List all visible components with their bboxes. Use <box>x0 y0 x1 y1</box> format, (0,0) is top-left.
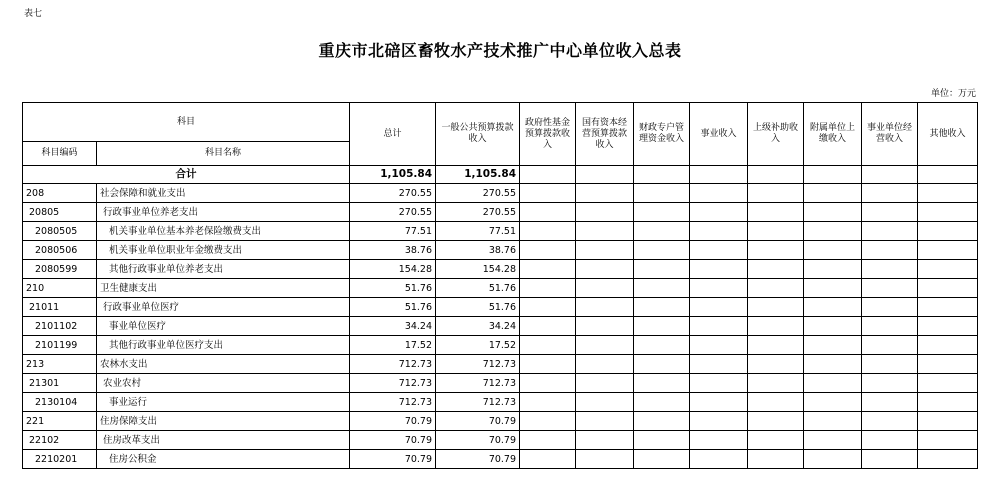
row-code: 22102 <box>23 431 97 450</box>
empty-cell <box>918 279 978 298</box>
empty-cell <box>918 298 978 317</box>
empty-cell <box>576 279 634 298</box>
empty-cell <box>804 336 862 355</box>
empty-cell <box>918 355 978 374</box>
empty-cell <box>690 355 748 374</box>
table-row <box>23 431 978 450</box>
empty-cell <box>576 203 634 222</box>
row-code: 2101102 <box>23 317 97 336</box>
table-row <box>23 317 978 336</box>
empty-cell <box>804 222 862 241</box>
header-subject: 科目 <box>23 103 350 142</box>
empty-cell <box>690 203 748 222</box>
row-total: 712.73 <box>350 374 436 393</box>
empty-cell <box>862 355 918 374</box>
row-total: 77.51 <box>350 222 436 241</box>
row-name: 其他行政事业单位医疗支出 <box>97 336 350 355</box>
empty-cell <box>520 203 576 222</box>
empty-cell <box>634 166 690 184</box>
empty-cell <box>748 393 804 412</box>
empty-cell <box>520 166 576 184</box>
row-total: 51.76 <box>350 298 436 317</box>
empty-cell <box>634 393 690 412</box>
empty-cell <box>862 279 918 298</box>
table-row <box>23 203 978 222</box>
empty-cell <box>804 393 862 412</box>
empty-cell <box>690 431 748 450</box>
empty-cell <box>804 203 862 222</box>
row-name: 住房公积金 <box>97 450 350 469</box>
empty-cell <box>576 336 634 355</box>
empty-cell <box>576 355 634 374</box>
row-general-budget: 712.73 <box>436 355 520 374</box>
row-name: 事业单位医疗 <box>97 317 350 336</box>
empty-cell <box>634 279 690 298</box>
empty-cell <box>862 241 918 260</box>
empty-cell <box>918 412 978 431</box>
empty-cell <box>690 279 748 298</box>
empty-cell <box>918 260 978 279</box>
empty-cell <box>634 203 690 222</box>
row-code: 221 <box>23 412 97 431</box>
empty-cell <box>634 374 690 393</box>
empty-cell <box>862 298 918 317</box>
row-code: 213 <box>23 355 97 374</box>
row-name: 事业运行 <box>97 393 350 412</box>
empty-cell <box>634 431 690 450</box>
row-general-budget: 51.76 <box>436 298 520 317</box>
row-general-budget: 70.79 <box>436 450 520 469</box>
table-row <box>23 412 978 431</box>
empty-cell <box>634 241 690 260</box>
empty-cell <box>748 166 804 184</box>
empty-cell <box>862 317 918 336</box>
empty-cell <box>918 450 978 469</box>
row-general-budget: 712.73 <box>436 393 520 412</box>
table-tag: 表七 <box>24 9 43 19</box>
empty-cell <box>748 241 804 260</box>
empty-cell <box>634 355 690 374</box>
empty-cell <box>748 431 804 450</box>
empty-cell <box>520 355 576 374</box>
row-general-budget: 270.55 <box>436 203 520 222</box>
header-code: 科目编码 <box>23 142 97 166</box>
empty-cell <box>918 431 978 450</box>
row-code: 2080506 <box>23 241 97 260</box>
empty-cell <box>748 298 804 317</box>
row-total: 270.55 <box>350 184 436 203</box>
empty-cell <box>918 184 978 203</box>
table-row <box>23 241 978 260</box>
empty-cell <box>576 431 634 450</box>
empty-cell <box>804 279 862 298</box>
empty-cell <box>576 374 634 393</box>
row-name: 农业农村 <box>97 374 350 393</box>
empty-cell <box>634 222 690 241</box>
row-code: 2130104 <box>23 393 97 412</box>
empty-cell <box>520 336 576 355</box>
empty-cell <box>862 412 918 431</box>
row-total: 70.79 <box>350 431 436 450</box>
empty-cell <box>918 222 978 241</box>
row-total: 34.24 <box>350 317 436 336</box>
empty-cell <box>634 260 690 279</box>
empty-cell <box>918 241 978 260</box>
empty-cell <box>804 412 862 431</box>
empty-cell <box>862 222 918 241</box>
empty-cell <box>690 336 748 355</box>
empty-cell <box>748 203 804 222</box>
empty-cell <box>748 260 804 279</box>
empty-cell <box>804 374 862 393</box>
header-general-budget: 一般公共预算拨款收入 <box>436 103 520 166</box>
table-row <box>23 336 978 355</box>
table-row <box>23 260 978 279</box>
header-business: 事业收入 <box>690 103 748 166</box>
table-row <box>23 355 978 374</box>
empty-cell <box>804 355 862 374</box>
row-code: 2080505 <box>23 222 97 241</box>
empty-cell <box>520 184 576 203</box>
empty-cell <box>804 166 862 184</box>
empty-cell <box>690 393 748 412</box>
empty-cell <box>748 184 804 203</box>
row-code: 208 <box>23 184 97 203</box>
header-other: 其他收入 <box>918 103 978 166</box>
row-code: 210 <box>23 279 97 298</box>
total-label: 合计 <box>23 166 350 184</box>
row-code: 21301 <box>23 374 97 393</box>
empty-cell <box>918 374 978 393</box>
empty-cell <box>804 241 862 260</box>
row-name: 机关事业单位职业年金缴费支出 <box>97 241 350 260</box>
row-total: 38.76 <box>350 241 436 260</box>
table-row <box>23 450 978 469</box>
empty-cell <box>520 450 576 469</box>
row-code: 2080599 <box>23 260 97 279</box>
header-gov-fund: 政府性基金预算拨款收入 <box>520 103 576 166</box>
empty-cell <box>520 241 576 260</box>
row-total: 154.28 <box>350 260 436 279</box>
row-name: 机关事业单位基本养老保险缴费支出 <box>97 222 350 241</box>
empty-cell <box>690 374 748 393</box>
row-general-budget: 51.76 <box>436 279 520 298</box>
empty-cell <box>862 184 918 203</box>
row-general-budget: 270.55 <box>436 184 520 203</box>
row-general-budget: 70.79 <box>436 412 520 431</box>
row-total: 70.79 <box>350 450 436 469</box>
row-code: 20805 <box>23 203 97 222</box>
empty-cell <box>520 374 576 393</box>
row-code: 21011 <box>23 298 97 317</box>
table-row <box>23 298 978 317</box>
empty-cell <box>748 222 804 241</box>
empty-cell <box>804 298 862 317</box>
empty-cell <box>634 298 690 317</box>
row-general-budget: 154.28 <box>436 260 520 279</box>
row-total: 712.73 <box>350 355 436 374</box>
empty-cell <box>634 412 690 431</box>
table-row <box>23 393 978 412</box>
empty-cell <box>576 241 634 260</box>
empty-cell <box>520 393 576 412</box>
empty-cell <box>918 336 978 355</box>
empty-cell <box>862 431 918 450</box>
empty-cell <box>520 317 576 336</box>
row-general-budget: 712.73 <box>436 374 520 393</box>
header-state-capital: 国有资本经营预算拨款收入 <box>576 103 634 166</box>
row-general-budget: 17.52 <box>436 336 520 355</box>
empty-cell <box>576 222 634 241</box>
total-value: 1,105.84 <box>350 166 436 184</box>
empty-cell <box>634 336 690 355</box>
row-name: 行政事业单位养老支出 <box>97 203 350 222</box>
income-table <box>22 102 978 469</box>
row-general-budget: 38.76 <box>436 241 520 260</box>
header-operation: 事业单位经营收入 <box>862 103 918 166</box>
row-name: 住房保障支出 <box>97 412 350 431</box>
header-fiscal-account: 财政专户管理资金收入 <box>634 103 690 166</box>
empty-cell <box>690 184 748 203</box>
row-code: 2210201 <box>23 450 97 469</box>
row-name: 其他行政事业单位养老支出 <box>97 260 350 279</box>
empty-cell <box>918 166 978 184</box>
empty-cell <box>862 203 918 222</box>
table-row <box>23 222 978 241</box>
empty-cell <box>918 393 978 412</box>
empty-cell <box>634 184 690 203</box>
empty-cell <box>690 222 748 241</box>
row-total: 270.55 <box>350 203 436 222</box>
empty-cell <box>520 222 576 241</box>
header-affiliate: 附属单位上缴收入 <box>804 103 862 166</box>
empty-cell <box>862 374 918 393</box>
empty-cell <box>862 166 918 184</box>
empty-cell <box>918 203 978 222</box>
table-row <box>23 374 978 393</box>
row-name: 卫生健康支出 <box>97 279 350 298</box>
row-total: 70.79 <box>350 412 436 431</box>
unit-label: 单位：万元 <box>930 89 976 99</box>
empty-cell <box>576 393 634 412</box>
header-superior-subsidy: 上级补助收入 <box>748 103 804 166</box>
empty-cell <box>748 279 804 298</box>
empty-cell <box>862 450 918 469</box>
empty-cell <box>520 279 576 298</box>
table-row <box>23 279 978 298</box>
empty-cell <box>634 317 690 336</box>
row-general-budget: 77.51 <box>436 222 520 241</box>
empty-cell <box>804 317 862 336</box>
empty-cell <box>748 374 804 393</box>
row-name: 行政事业单位医疗 <box>97 298 350 317</box>
empty-cell <box>576 184 634 203</box>
empty-cell <box>690 241 748 260</box>
row-general-budget: 70.79 <box>436 431 520 450</box>
empty-cell <box>690 412 748 431</box>
row-name: 社会保障和就业支出 <box>97 184 350 203</box>
empty-cell <box>804 184 862 203</box>
empty-cell <box>918 317 978 336</box>
row-name: 农林水支出 <box>97 355 350 374</box>
empty-cell <box>576 260 634 279</box>
empty-cell <box>520 431 576 450</box>
empty-cell <box>862 336 918 355</box>
header-total: 总计 <box>350 103 436 166</box>
row-name: 住房改革支出 <box>97 431 350 450</box>
empty-cell <box>690 260 748 279</box>
empty-cell <box>804 431 862 450</box>
empty-cell <box>690 450 748 469</box>
row-total: 712.73 <box>350 393 436 412</box>
row-code: 2101199 <box>23 336 97 355</box>
total-general-budget: 1,105.84 <box>436 166 520 184</box>
empty-cell <box>634 450 690 469</box>
empty-cell <box>576 317 634 336</box>
empty-cell <box>690 166 748 184</box>
empty-cell <box>520 260 576 279</box>
empty-cell <box>804 260 862 279</box>
table-row <box>23 184 978 203</box>
empty-cell <box>748 317 804 336</box>
row-total: 51.76 <box>350 279 436 298</box>
empty-cell <box>804 450 862 469</box>
empty-cell <box>520 298 576 317</box>
empty-cell <box>576 450 634 469</box>
row-general-budget: 34.24 <box>436 317 520 336</box>
empty-cell <box>862 393 918 412</box>
row-total: 17.52 <box>350 336 436 355</box>
empty-cell <box>576 298 634 317</box>
empty-cell <box>862 260 918 279</box>
empty-cell <box>690 298 748 317</box>
empty-cell <box>748 412 804 431</box>
total-row <box>23 166 978 184</box>
empty-cell <box>748 336 804 355</box>
page-title: 重庆市北碚区畜牧水产技术推广中心单位收入总表 <box>318 41 682 60</box>
empty-cell <box>576 412 634 431</box>
empty-cell <box>748 450 804 469</box>
empty-cell <box>748 355 804 374</box>
header-name: 科目名称 <box>97 142 350 166</box>
empty-cell <box>576 166 634 184</box>
empty-cell <box>690 317 748 336</box>
empty-cell <box>520 412 576 431</box>
